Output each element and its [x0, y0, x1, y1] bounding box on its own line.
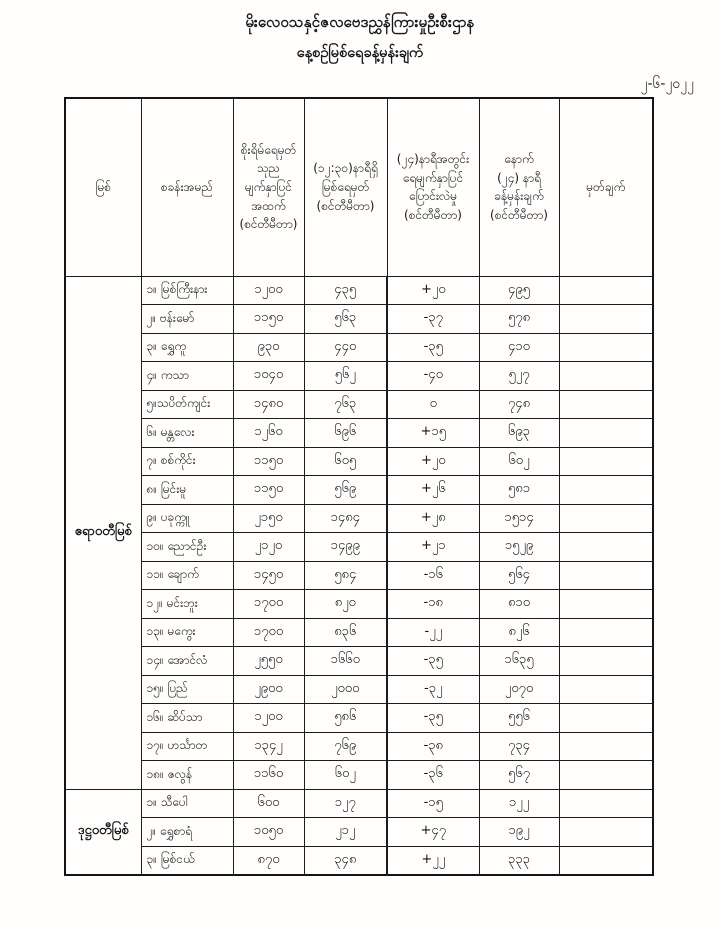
river-level-table	[64, 97, 654, 876]
remark-cell	[559, 362, 653, 391]
station-name-cell: ၁၃။ မကွေး	[141, 618, 233, 647]
water-level-cell: ၅၆၂	[304, 362, 387, 391]
remark-cell	[559, 789, 653, 818]
column-header-6: မှတ်ချက်	[559, 98, 653, 276]
forecast-cell: ၁၅၁၄	[479, 504, 559, 533]
station-name-cell: ၈။ မြင်းမူ	[141, 476, 233, 505]
forecast-cell: ၅၆၄	[479, 561, 559, 590]
change-cell: -၃၂	[387, 675, 479, 704]
table-row	[65, 618, 653, 647]
water-level-cell: ၁၄၈၄	[304, 504, 387, 533]
table-row	[65, 504, 653, 533]
change-cell: -၁၅	[387, 789, 479, 818]
forecast-cell: ၅၈၁	[479, 476, 559, 505]
change-cell: +၂၂	[387, 846, 479, 875]
change-cell: -၃၆	[387, 761, 479, 790]
danger-level-cell: ၁၁၅၀	[233, 476, 304, 505]
water-level-cell: ၆၀၅	[304, 447, 387, 476]
forecast-cell: ၁၅၂၉	[479, 533, 559, 562]
forecast-cell: ၇၄၈	[479, 390, 559, 419]
change-cell: -၂၂	[387, 618, 479, 647]
remark-cell	[559, 818, 653, 847]
change-cell: +၂၆	[387, 476, 479, 505]
table-row	[65, 846, 653, 875]
station-name-cell: ၁၁။ ချောက်	[141, 561, 233, 590]
station-name-cell: ၁။ မြစ်ကြီးနား	[141, 276, 233, 305]
forecast-cell: ၁၂၂	[479, 789, 559, 818]
danger-level-cell: ၂၅၅၀	[233, 647, 304, 676]
danger-level-cell: ၁၄၈၀	[233, 390, 304, 419]
danger-level-cell: ၁၀၄၀	[233, 362, 304, 391]
danger-level-cell: ၁၁၅၀	[233, 305, 304, 334]
water-level-cell: ၆၀၂	[304, 761, 387, 790]
table-row	[65, 276, 653, 305]
remark-cell	[559, 561, 653, 590]
table-row	[65, 305, 653, 334]
station-name-cell: ၁၂။ မင်းဘူး	[141, 590, 233, 619]
table-row	[65, 761, 653, 790]
water-level-cell: ၆၉၆	[304, 419, 387, 448]
change-cell: -၄၀	[387, 362, 479, 391]
forecast-cell: ၁၆၃၅	[479, 647, 559, 676]
table-row	[65, 390, 653, 419]
water-level-cell: ၅၆၉	[304, 476, 387, 505]
remark-cell	[559, 504, 653, 533]
column-header-2: စိုးရိမ်ရေမှတ် သုည မျက်နှာပြင် အထက် (စင်တီမီတာ)	[233, 98, 304, 276]
danger-level-cell: ၁၂၀၀	[233, 276, 304, 305]
change-cell: +၂၁	[387, 533, 479, 562]
table-row	[65, 590, 653, 619]
remark-cell	[559, 732, 653, 761]
table-body	[65, 276, 653, 875]
station-name-cell: ၂။ ဗန်းမော်	[141, 305, 233, 334]
table-row	[65, 447, 653, 476]
station-name-cell: ၉။ ပခုက္ကူ	[141, 504, 233, 533]
danger-level-cell: ၁၇၀၀	[233, 618, 304, 647]
change-cell: +၂၀	[387, 447, 479, 476]
remark-cell	[559, 333, 653, 362]
water-level-cell: ၈၂၀	[304, 590, 387, 619]
danger-level-cell: ၁၁၅၀	[233, 447, 304, 476]
forecast-cell: ၅၆၇	[479, 761, 559, 790]
table-row	[65, 333, 653, 362]
water-level-cell: ၇၆၉	[304, 732, 387, 761]
remark-cell	[559, 419, 653, 448]
remark-cell	[559, 846, 653, 875]
forecast-cell: ၆၉၃	[479, 419, 559, 448]
change-cell: -၃၅	[387, 704, 479, 733]
table-row	[65, 789, 653, 818]
remark-cell	[559, 305, 653, 334]
station-name-cell: ၁၈။ ဇလွန်	[141, 761, 233, 790]
station-name-cell: ၃။ ရွှေကူ	[141, 333, 233, 362]
column-header-4: (၂၄)နာရီအတွင်း ရေမျက်နှာပြင် ပြောင်းလဲမှု (စင်တီမီတာ)	[387, 98, 479, 276]
danger-level-cell: ၁၁၆၀	[233, 761, 304, 790]
table-row	[65, 732, 653, 761]
danger-level-cell: ၉၃၀	[233, 333, 304, 362]
remark-cell	[559, 390, 653, 419]
water-level-cell: ၈၃၆	[304, 618, 387, 647]
column-header-3: (၁၂:၃၀)နာရီရှိ မြစ်ရေမှတ် (စင်တီမီတာ)	[304, 98, 387, 276]
table-row	[65, 647, 653, 676]
table-row	[65, 362, 653, 391]
forecast-cell: ၈၁၀	[479, 590, 559, 619]
change-cell: +၄၇	[387, 818, 479, 847]
river-group-label: ဧရာဝတီမြစ်	[65, 276, 141, 789]
table-row	[65, 561, 653, 590]
danger-level-cell: ၈၇၀	[233, 846, 304, 875]
water-level-cell: ၂၁၂	[304, 818, 387, 847]
remark-cell	[559, 761, 653, 790]
river-group-label: ဒုဋ္ဌဝတီမြစ်	[65, 789, 141, 875]
water-level-cell: ၅၈၆	[304, 704, 387, 733]
change-cell: -၁၆	[387, 561, 479, 590]
change-cell: -၁၈	[387, 590, 479, 619]
forecast-cell: ၄၉၅	[479, 276, 559, 305]
change-cell: ၀	[387, 390, 479, 419]
header-row	[65, 98, 653, 276]
water-level-cell: ၄၃၅	[304, 276, 387, 305]
remark-cell	[559, 533, 653, 562]
remark-cell	[559, 476, 653, 505]
station-name-cell: ၅။သပိတ်ကျင်း	[141, 390, 233, 419]
water-level-cell: ၇၆၃	[304, 390, 387, 419]
forecast-cell: ၅၅၆	[479, 704, 559, 733]
danger-level-cell: ၂၁၅၀	[233, 504, 304, 533]
water-level-cell: ၁၄၉၉	[304, 533, 387, 562]
table-header	[65, 98, 653, 276]
station-name-cell: ၁၇။ ဟင်္သာတ	[141, 732, 233, 761]
column-header-5: နောက် (၂၄) နာရီ ခန့်မှန်းချက် (စင်တီမီတာ)	[479, 98, 559, 276]
report-date: ၂-၆-၂၀၂၂	[640, 76, 694, 92]
change-cell: -၃၇	[387, 305, 479, 334]
station-name-cell: ၄။ ကသာ	[141, 362, 233, 391]
water-level-cell: ၂၀၀၀	[304, 675, 387, 704]
forecast-cell: ၁၉၂	[479, 818, 559, 847]
table-row	[65, 675, 653, 704]
forecast-cell: ၃၃၃	[479, 846, 559, 875]
danger-level-cell: ၂၁၂၀	[233, 533, 304, 562]
danger-level-cell: ၁၃၄၂	[233, 732, 304, 761]
table-row	[65, 476, 653, 505]
water-level-cell: ၅၈၄	[304, 561, 387, 590]
forecast-cell: ၆၀၂	[479, 447, 559, 476]
station-name-cell: ၇။ စစ်ကိုင်း	[141, 447, 233, 476]
water-level-cell: ၄၄၀	[304, 333, 387, 362]
water-level-cell: ၁၂၇	[304, 789, 387, 818]
column-header-0: မြစ်	[65, 98, 141, 276]
change-cell: +၂၀	[387, 276, 479, 305]
station-name-cell: ၁၄။ အောင်လံ	[141, 647, 233, 676]
table-row	[65, 419, 653, 448]
remark-cell	[559, 447, 653, 476]
remark-cell	[559, 590, 653, 619]
remark-cell	[559, 647, 653, 676]
danger-level-cell: ၂၉၀၀	[233, 675, 304, 704]
column-header-1: စခန်းအမည်	[141, 98, 233, 276]
forecast-cell: ၂၀၇၀	[479, 675, 559, 704]
remark-cell	[559, 618, 653, 647]
change-cell: -၃၅	[387, 333, 479, 362]
remark-cell	[559, 704, 653, 733]
remark-cell	[559, 675, 653, 704]
forecast-cell: ၄၁၀	[479, 333, 559, 362]
table-row	[65, 818, 653, 847]
forecast-cell: ၅၂၇	[479, 362, 559, 391]
change-cell: -၃၅	[387, 647, 479, 676]
remark-cell	[559, 276, 653, 305]
water-level-cell: ၁၆၆၀	[304, 647, 387, 676]
danger-level-cell: ၁၄၅၀	[233, 561, 304, 590]
change-cell: -၃၈	[387, 732, 479, 761]
station-name-cell: ၃။ မြစ်ငယ်	[141, 846, 233, 875]
station-name-cell: ၁၆။ ဆိပ်သာ	[141, 704, 233, 733]
table-row	[65, 704, 653, 733]
danger-level-cell: ၁၂၀၀	[233, 704, 304, 733]
water-level-cell: ၃၄၈	[304, 846, 387, 875]
forecast-cell: ၈၂၆	[479, 618, 559, 647]
water-level-cell: ၅၆၃	[304, 305, 387, 334]
document-title: မိုးလေဝသနှင့်ဇလဗေဒညွှန်ကြားမှုဦးစီးဌာန	[245, 13, 475, 31]
table-row	[65, 533, 653, 562]
change-cell: +၂၈	[387, 504, 479, 533]
station-name-cell: ၁။ သီပေါ	[141, 789, 233, 818]
danger-level-cell: ၁၂၆၀	[233, 419, 304, 448]
station-name-cell: ၁၀။ ညောင်ဦး	[141, 533, 233, 562]
station-name-cell: ၆။ မန္တလေး	[141, 419, 233, 448]
change-cell: +၁၅	[387, 419, 479, 448]
station-name-cell: ၂။ ရွှေစာရံ	[141, 818, 233, 847]
document-subtitle: နေ့စဉ်မြစ်ရေခန့်မှန်းချက်	[296, 45, 424, 61]
forecast-cell: ၇၃၄	[479, 732, 559, 761]
danger-level-cell: ၁၇၀၀	[233, 590, 304, 619]
forecast-cell: ၅၇၈	[479, 305, 559, 334]
danger-level-cell: ၆၀၀	[233, 789, 304, 818]
danger-level-cell: ၁၀၅၀	[233, 818, 304, 847]
station-name-cell: ၁၅။ ပြည်	[141, 675, 233, 704]
